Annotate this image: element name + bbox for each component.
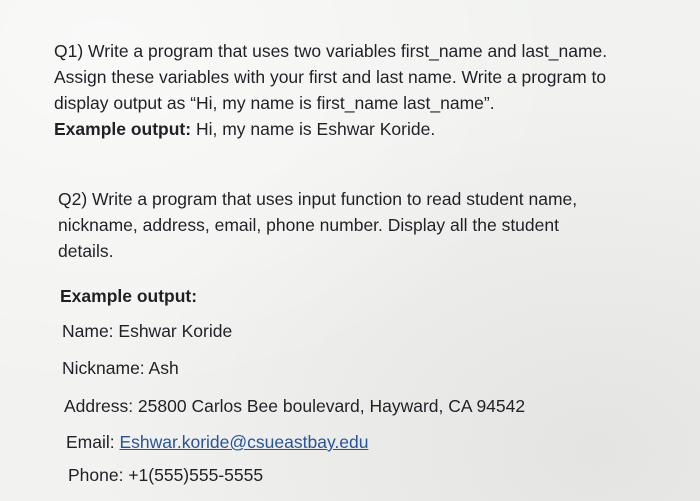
email-link[interactable]: Eshwar.koride@csueastbay.edu <box>119 432 369 452</box>
q2-example-heading: Example output: <box>60 286 198 306</box>
example-name-line: Name: Eshwar Koride <box>62 321 233 341</box>
example-email-line <box>66 429 368 455</box>
question-2 <box>58 186 658 264</box>
q1-example <box>54 116 674 142</box>
q1-line-1: Q1) Write a program that uses two variables first_name and last_name. <box>54 41 608 61</box>
example-nickname-line: Nickname: Ash <box>62 358 179 378</box>
q1-line-2: Assign these variables with your first and last name. Write a program to <box>54 67 607 87</box>
q2-line-2: nickname, address, email, phone number. Display all the student <box>58 215 559 235</box>
q2-line-3: details. <box>58 241 114 261</box>
q1-example-label: Example output: <box>54 119 192 139</box>
q1-example-text: Hi, my name is Eshwar Koride. <box>191 119 436 139</box>
q2-line-1: Q2) Write a program that uses input function to read student name, <box>58 189 578 209</box>
example-phone-line: Phone: +1(555)555-5555 <box>68 465 264 485</box>
example-address-line: Address: 25800 Carlos Bee boulevard, Hayward, CA 94542 <box>64 396 526 416</box>
q1-line-3: display output as “Hi, my name is first_name last_name”. <box>54 93 495 113</box>
question-1 <box>54 38 674 142</box>
email-label: Email: <box>66 432 120 452</box>
